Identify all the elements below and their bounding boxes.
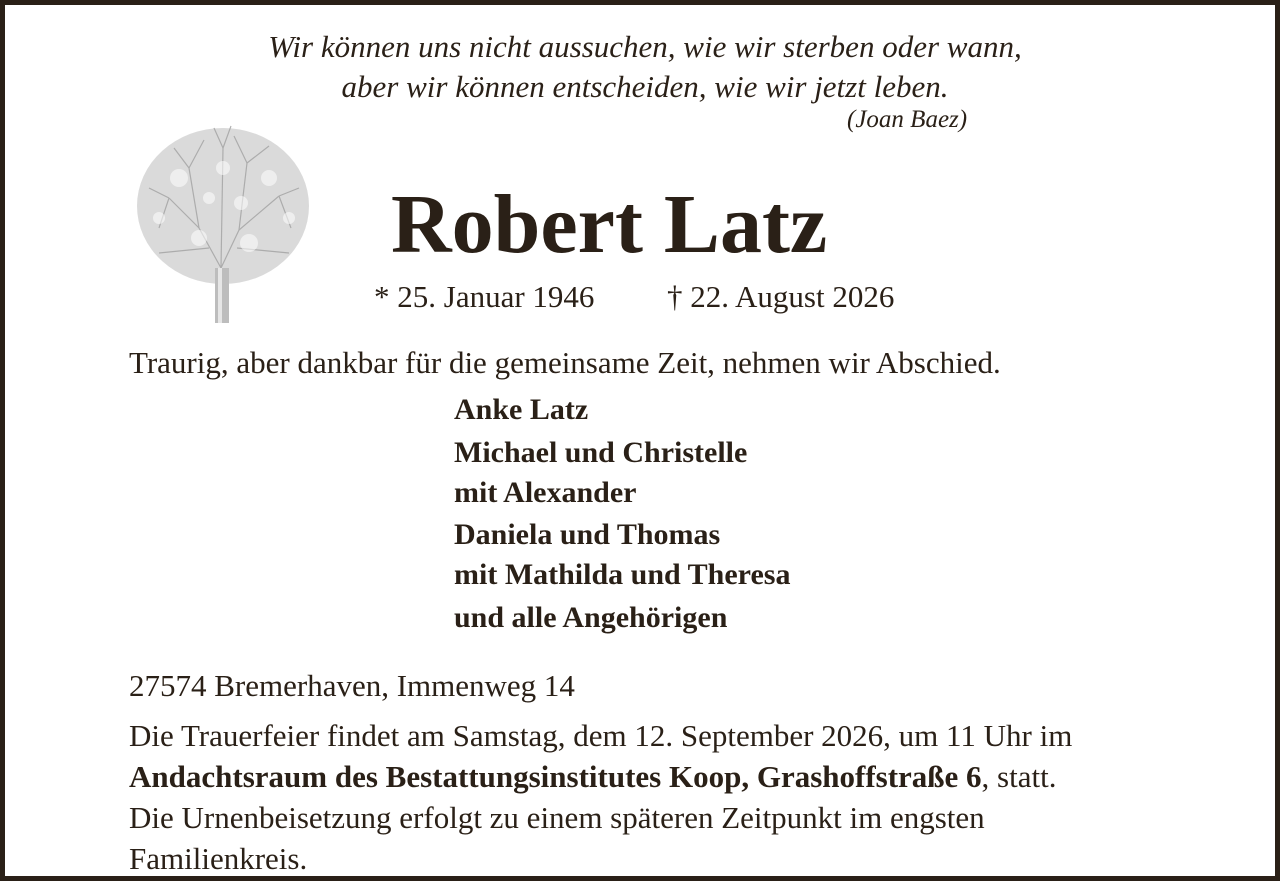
family-member: und alle Angehörigen [454,601,728,634]
ceremony-line-4: Familienkreis. [129,841,308,876]
ceremony-line-2 [129,756,1209,797]
ceremony-line-1: Die Trauerfeier findet am Samstag, dem 12. September 2026, um 11 Uhr im [129,718,1073,753]
quote [5,27,1280,107]
family-member: Michael und Christelle [454,436,748,469]
ceremony-venue-suffix: , statt. [981,759,1057,794]
family-member: mit Mathilda und Theresa [454,558,791,591]
birth-date: * 25. Januar 1946 [374,279,595,314]
family-member: Daniela und Thomas [454,518,721,551]
quote-author: (Joan Baez) [847,106,968,133]
quote-line-2: aber wir können entscheiden, wie wir jetzt leben. [341,69,949,104]
intro-text: Traurig, aber dankbar für die gemeinsame Zeit, nehmen wir Abschied. [129,345,1001,380]
ceremony-venue: Andachtsraum des Bestattungsinstitutes Koop, Grashoffstraße 6 [129,759,982,794]
family-member: Anke Latz [454,393,589,426]
quote-line-1: Wir können uns nicht aussuchen, wie wir sterben oder wann, [268,29,1022,64]
ceremony-line-3: Die Urnenbeisetzung erfolgt zu einem späteren Zeitpunkt im engsten [129,800,985,835]
death-date: † 22. August 2026 [667,279,895,314]
tree-icon [129,118,317,328]
ceremony-info [129,715,1209,879]
address: 27574 Bremerhaven, Immenweg 14 [129,668,575,703]
deceased-name: Robert Latz [391,178,828,271]
family-member: mit Alexander [454,476,637,509]
